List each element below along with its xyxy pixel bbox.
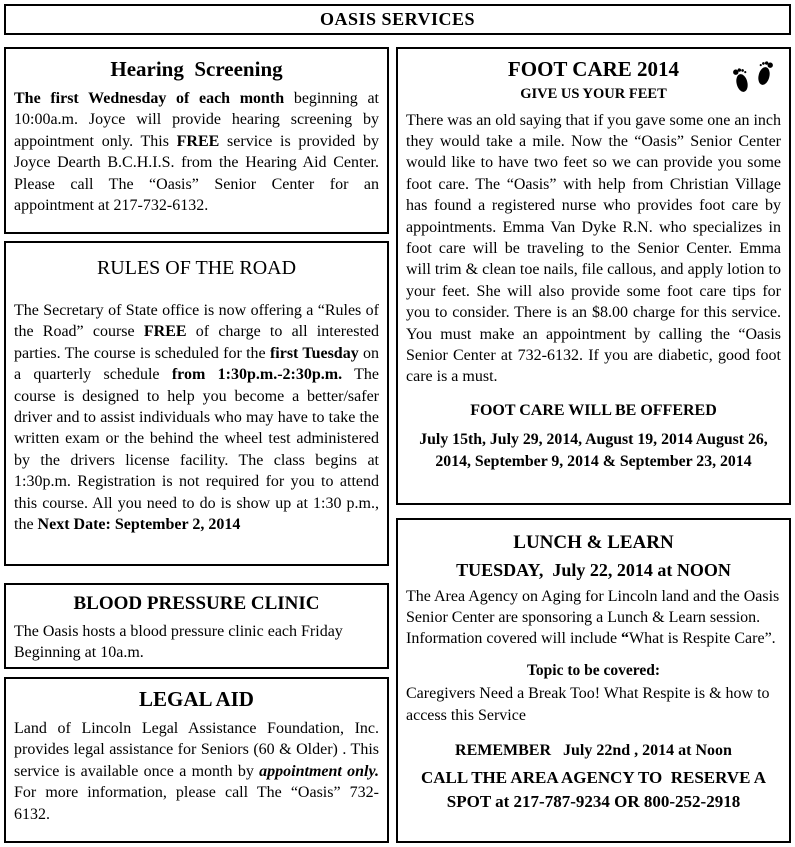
footcare-offered-heading: FOOT CARE WILL BE OFFERED bbox=[470, 401, 717, 419]
footcare-body: There was an old saying that if you gave some one an inch they would take a mile. Now the “Oasis” Senior Center would like to have two feet so we can provide you some foot care. The “Oasis” with help from Christian Village has found a registered nurse who provides foot care by appointments. Emma Van Dyke R.N. who specializes in foot care will be traveling to the Senior Center. Emma will trim & clean toe nails, file callous, and apply lotion to your feet. She will also provide some foot care tips for you to consider. There is an $8.00 charge for this service. You must make an appointment by calling the “Oasis Senior Center at 732-6132. If you are diabetic, good foot care is a must. bbox=[406, 111, 781, 386]
lunch-remember-line: REMEMBER July 22nd , 2014 at Noon bbox=[455, 742, 732, 760]
lunch-call-line: CALL THE AREA AGENCY TO RESERVE A SPOT at 217-787-9234 OR 800-252-2918 bbox=[420, 767, 771, 811]
hearing-title: Hearing Screening bbox=[110, 57, 283, 81]
section-hearing-screening bbox=[4, 47, 389, 234]
legal-body: Land of Lincoln Legal Assistance Foundation, Inc. provides legal assistance for Seniors (60 & Older) . This service is available once a month by appointment only. For more information, please call The “Oasis” 732-6132. bbox=[14, 720, 380, 823]
lunch-body: The Area Agency on Aging for Lincoln land and the Oasis Senior Center are sponsoring a Lunch & Learn session. Information covered will include “What is Respite Care”. bbox=[406, 587, 780, 648]
blood-inner bbox=[6, 585, 387, 669]
rules-title: RULES OF THE ROAD bbox=[96, 257, 297, 279]
section-blood-pressure-clinic bbox=[4, 583, 389, 669]
footcare-offered-dates: July 15th, July 29, 2014, August 19, 2014 August 26, 2014, September 9, 2014 & September 23, 2014 bbox=[419, 431, 772, 470]
footcare-title: FOOT CARE 2014 bbox=[507, 57, 680, 81]
footcare-subtitle: GIVE US YOUR FEET bbox=[520, 86, 667, 102]
lunch-inner bbox=[398, 520, 789, 820]
rules-inner bbox=[6, 243, 387, 541]
lunch-subtitle: TUESDAY, July 22, 2014 at NOON bbox=[456, 560, 731, 580]
rules-body: The Secretary of State office is now offering a “Rules of the Road” course FREE of charge to all interested parties. The course is scheduled for the first Tuesday on a quarterly schedule from 1:30p.m.-2:30p.m. The course is designed to help you become a better/safer driver and to assist individuals who may have to take the written exam or the behind the wheel test administered by the drivers license facility. The class begins at 1:30p.m. Registration is not required for you to attend this course. All you need to do is show up at 1:30 p.m., the Next Date: September 2, 2014 bbox=[14, 302, 380, 534]
section-legal-aid bbox=[4, 677, 389, 843]
lunch-topic-heading: Topic to be covered: bbox=[526, 661, 661, 679]
blood-title: BLOOD PRESSURE CLINIC bbox=[73, 593, 320, 614]
hearing-body: The first Wednesday of each month beginning at 10:00a.m. Joyce will provide hearing screening by appointment only. This FREE service is provided by Joyce Dearth B.C.H.I.S. from the Hearing Aid Center. Please call The “Oasis” Senior Center for an appointment at 217-732-6132. bbox=[14, 90, 380, 215]
page-header bbox=[4, 4, 791, 35]
hearing-inner bbox=[6, 49, 387, 222]
section-foot-care bbox=[396, 47, 791, 505]
legal-title: LEGAL AID bbox=[139, 687, 254, 711]
lunch-title: LUNCH & LEARN bbox=[513, 532, 674, 553]
page-title: OASIS SERVICES bbox=[320, 9, 475, 29]
legal-inner bbox=[6, 679, 387, 831]
footprints-icon bbox=[731, 57, 779, 99]
section-lunch-and-learn bbox=[396, 518, 791, 843]
blood-body: The Oasis hosts a blood pressure clinic each Friday Beginning at 10a.m. bbox=[14, 623, 343, 662]
footcare-inner bbox=[398, 49, 789, 478]
lunch-topic-body: Caregivers Need a Break Too! What Respite is & how to access this Service bbox=[406, 685, 770, 724]
section-rules-of-the-road bbox=[4, 241, 389, 566]
